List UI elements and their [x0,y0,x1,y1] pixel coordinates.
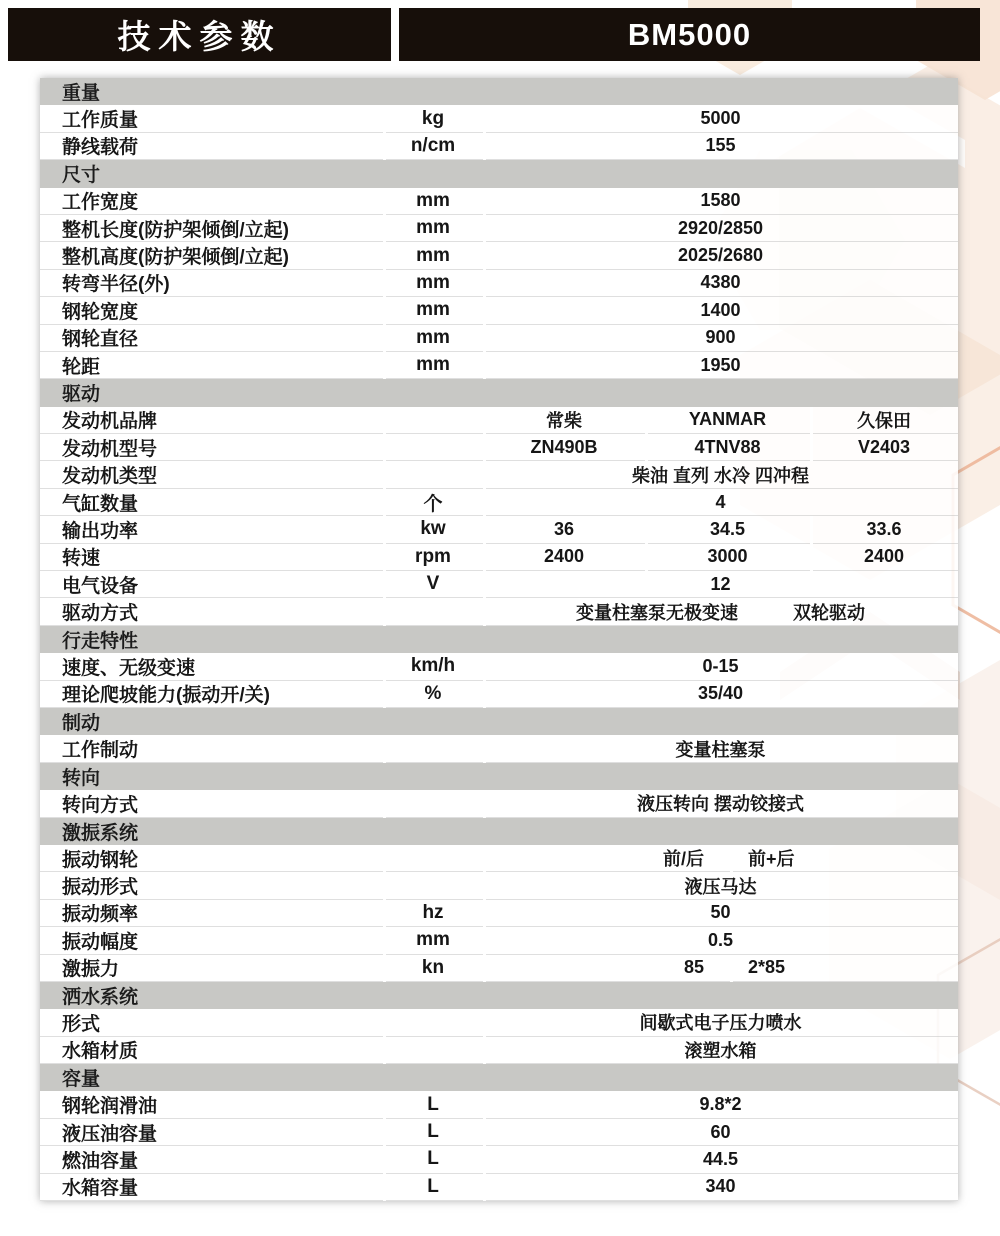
column-divider [383,188,386,215]
spec-row [40,461,958,488]
spec-row [40,188,958,215]
column-divider [483,598,486,625]
spec-row [40,105,958,132]
spec-row [40,1146,958,1173]
spec-unit: % [424,682,442,704]
column-divider [483,544,486,571]
column-divider [730,845,733,872]
spec-label: 速度、无级变速 [62,657,196,679]
column-divider [483,434,486,461]
page-title [8,8,391,61]
spec-unit [383,1037,483,1063]
column-divider [483,790,486,817]
column-divider [383,297,386,324]
spec-label: 振动钢轮 [62,849,139,871]
spec-label: 水箱材质 [62,1041,139,1063]
spec-label: 驱动方式 [62,603,139,625]
column-divider [810,407,813,434]
spec-row [40,270,958,297]
spec-value: 液压马达 [684,876,757,897]
column-divider [383,1091,386,1118]
spec-unit [383,461,483,487]
column-divider [483,1009,486,1036]
section-header: 转向 [40,763,958,790]
column-divider [810,434,813,461]
column-divider [483,105,486,132]
spec-unit: L [427,1175,439,1197]
spec-unit: V [426,573,440,595]
spec-label: 激振力 [62,959,120,981]
spec-unit: L [427,1121,439,1143]
column-divider [483,1146,486,1173]
column-divider [483,1174,486,1201]
spec-value: 变量柱塞泵无极变速 [576,602,738,623]
spec-label: 发动机品牌 [62,411,158,433]
column-divider [810,544,813,571]
spec-unit [383,1009,483,1035]
spec-row [40,1009,958,1036]
spec-value: 2*85 [748,957,786,978]
spec-label: 燃油容量 [62,1150,139,1172]
spec-value: 2920/2850 [677,217,764,238]
spec-value: 常柴 [546,410,582,431]
column-divider [383,845,386,872]
column-divider [483,927,486,954]
spec-label: 振动形式 [62,877,139,899]
spec-unit: mm [416,217,450,239]
spec-value: 0.5 [707,929,734,950]
column-divider [383,872,386,899]
spec-row [40,215,958,242]
spec-row [40,1091,958,1118]
spec-unit: rpm [415,545,451,567]
spec-row [40,1037,958,1064]
column-divider [383,1146,386,1173]
section-header: 容量 [40,1064,958,1091]
spec-value: 3000 [707,546,748,567]
spec-value: 33.6 [866,518,902,539]
spec-value: 35/40 [697,683,744,704]
column-divider [483,461,486,488]
column-divider [383,571,386,598]
spec-unit: kg [421,107,445,129]
column-divider [483,1119,486,1146]
spec-unit: kw [420,518,446,540]
model-title [399,8,980,61]
spec-value: 滚塑水箱 [684,1040,757,1061]
spec-unit: mm [416,354,450,376]
spec-value: 9.8*2 [699,1094,742,1115]
column-divider [483,845,486,872]
spec-label: 整机高度(防护架倾倒/立起) [62,247,289,269]
section-header: 重量 [40,78,958,105]
column-divider [483,352,486,379]
spec-value: YANMAR [688,409,767,430]
spec-unit: L [427,1148,439,1170]
spec-row [40,489,958,516]
spec-value: 60 [710,1121,731,1142]
spec-label: 振动频率 [62,904,139,926]
spec-value: 0-15 [702,655,739,676]
spec-value: 5000 [700,108,741,129]
column-divider [483,188,486,215]
column-divider [383,1037,386,1064]
spec-unit: n/cm [410,134,456,156]
spec-row [40,790,958,817]
spec-row [40,681,958,708]
spec-unit: km/h [410,655,456,677]
section-header: 制动 [40,708,958,735]
column-divider [483,407,486,434]
spec-value: 36 [553,518,575,539]
spec-unit [383,735,483,761]
column-divider [383,1119,386,1146]
column-divider [810,516,813,543]
column-divider [483,270,486,297]
column-divider [383,900,386,927]
spec-unit: hz [422,901,444,923]
spec-label: 电气设备 [62,575,139,597]
spec-unit: mm [416,244,450,266]
spec-value: 前+后 [748,849,795,870]
column-divider [483,242,486,269]
spec-value: 间歇式电子压力喷水 [639,1013,802,1034]
spec-row [40,653,958,680]
spec-unit: mm [416,189,450,211]
column-divider [483,516,486,543]
spec-label: 工作质量 [62,110,139,132]
spec-label: 发动机类型 [62,466,158,488]
spec-value: 变量柱塞泵 [675,739,766,760]
spec-row [40,133,958,160]
column-divider [483,489,486,516]
spec-value: 2400 [543,546,585,567]
spec-value: 1400 [700,299,741,320]
spec-label: 发动机型号 [62,438,158,460]
spec-value: 1580 [700,190,741,211]
column-divider [383,352,386,379]
column-divider [645,434,648,461]
spec-label: 钢轮直径 [62,329,139,351]
spec-value: V2403 [857,436,911,457]
section-header: 驱动 [40,379,958,406]
spec-label: 转向方式 [62,794,139,816]
spec-label: 静线载荷 [62,137,139,159]
column-divider [383,955,386,982]
column-divider [483,571,486,598]
spec-row [40,872,958,899]
column-divider [383,735,386,762]
column-divider [483,872,486,899]
spec-label: 工作宽度 [62,192,139,214]
spec-row [40,735,958,762]
spec-label: 振动幅度 [62,931,139,953]
spec-label: 形式 [62,1013,101,1035]
spec-row [40,325,958,352]
column-divider [383,1009,386,1036]
column-divider [383,215,386,242]
spec-unit [383,434,483,460]
section-header: 尺寸 [40,160,958,187]
spec-value: 4TNV88 [694,436,761,457]
column-divider [383,790,386,817]
spec-label: 液压油容量 [62,1123,158,1145]
spec-value: 双轮驱动 [793,602,865,623]
spec-unit [383,407,483,433]
spec-value-group [483,598,958,624]
spec-label: 钢轮润滑油 [62,1096,158,1118]
column-divider [483,1091,486,1118]
column-divider [483,325,486,352]
section-header: 激振系统 [40,818,958,845]
column-divider [730,955,733,982]
spec-value: 2400 [863,546,905,567]
spec-row [40,1174,958,1201]
spec-row [40,571,958,598]
column-divider [383,461,386,488]
column-divider [383,516,386,543]
spec-row [40,352,958,379]
column-divider [383,434,386,461]
spec-label: 工作制动 [62,740,139,762]
column-divider [383,653,386,680]
column-divider [483,653,486,680]
spec-row [40,242,958,269]
spec-row [40,900,958,927]
spec-value: 50 [710,902,731,923]
spec-value: 12 [710,573,731,594]
spec-value: 1950 [700,354,741,375]
spec-value: 4 [715,491,726,512]
spec-label: 理论爬坡能力(振动开/关) [62,685,270,707]
column-divider [383,544,386,571]
spec-unit: mm [416,929,450,951]
column-divider [645,516,648,543]
spec-row [40,407,958,434]
spec-row [40,297,958,324]
spec-label: 钢轮宽度 [62,301,139,323]
column-divider [383,681,386,708]
section-header: 行走特性 [40,626,958,653]
spec-value: 900 [705,327,736,348]
column-divider [483,215,486,242]
section-header: 洒水系统 [40,982,958,1009]
spec-row [40,1119,958,1146]
spec-label: 转速 [62,548,101,570]
spec-unit [383,790,483,816]
column-divider [383,270,386,297]
spec-unit: L [427,1093,439,1115]
spec-row [40,516,958,543]
spec-label: 水箱容量 [62,1178,139,1200]
spec-row [40,434,958,461]
spec-unit [383,872,483,898]
spec-row [40,598,958,625]
column-divider [383,242,386,269]
column-divider [645,407,648,434]
model-title-text: BM5000 [627,16,752,52]
column-divider [383,325,386,352]
column-divider [383,489,386,516]
spec-value: 4380 [700,272,741,293]
column-divider [483,900,486,927]
spec-label: 轮距 [62,356,101,378]
spec-value: 久保田 [857,410,911,431]
column-divider [383,105,386,132]
spec-unit: mm [416,326,450,348]
spec-label: 输出功率 [62,520,139,542]
spec-value: 2025/2680 [677,245,764,266]
spec-value: 340 [705,1176,736,1197]
spec-unit [383,845,483,871]
spec-label: 气缸数量 [62,493,139,515]
spec-unit: mm [416,271,450,293]
spec-value: 34.5 [709,518,746,539]
spec-row [40,544,958,571]
column-divider [383,1174,386,1201]
spec-value: 前/后 [662,849,704,870]
column-divider [483,735,486,762]
column-divider [483,1037,486,1064]
spec-value: 柴油 直列 水冷 四冲程 [631,465,809,486]
column-divider [483,297,486,324]
spec-value: 液压转向 摆动铰接式 [636,794,804,815]
column-divider [383,927,386,954]
column-divider [483,955,486,982]
column-divider [483,133,486,160]
spec-row [40,845,958,872]
spec-value: 155 [705,135,736,156]
column-divider [383,133,386,160]
spec-label: 整机长度(防护架倾倒/立起) [62,219,289,241]
spec-value: ZN490B [530,436,598,457]
spec-unit: mm [416,299,450,321]
column-divider [383,598,386,625]
spec-label: 转弯半径(外) [62,274,170,296]
column-divider [645,544,648,571]
spec-table [40,78,958,1201]
spec-unit [383,598,483,624]
page-title-text: 技术参数 [117,18,282,55]
spec-value: 85 [683,957,704,978]
spec-row [40,955,958,982]
spec-value: 44.5 [702,1148,739,1169]
column-divider [483,681,486,708]
spec-row [40,927,958,954]
spec-unit: 个 [423,493,443,515]
column-divider [383,407,386,434]
spec-unit: kn [421,956,445,978]
